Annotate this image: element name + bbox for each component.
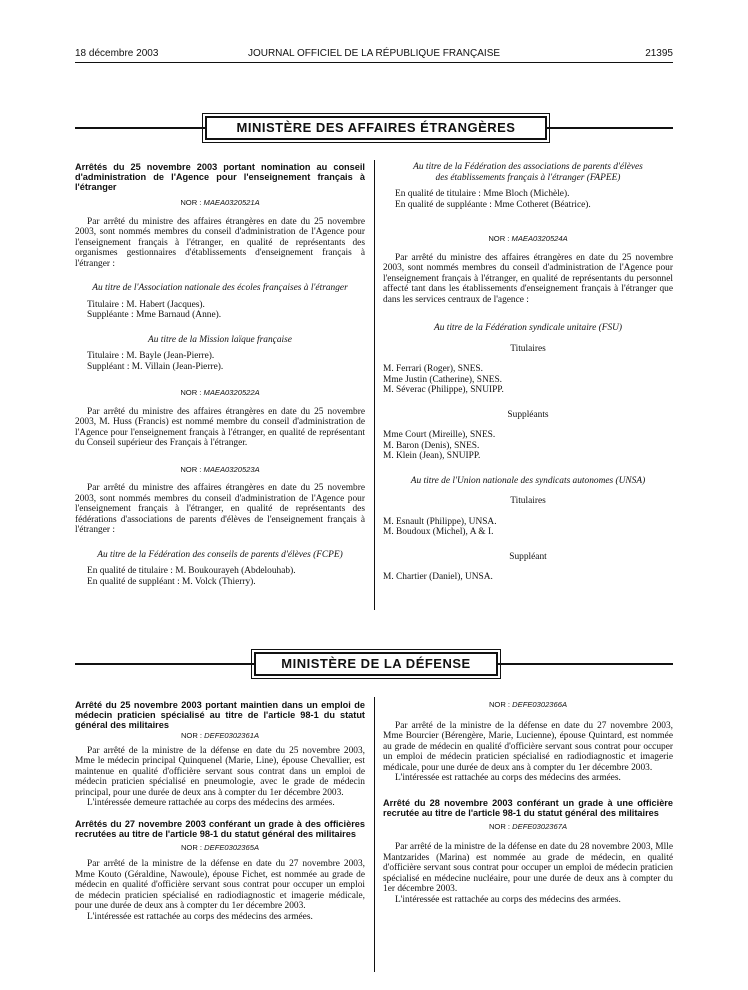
paragraph: Par arrêté du ministre des affaires étrangères en date du 25 novembre 2003, sont nommés membres du conseil d'administration de l'Agence pour l'enseignement français à l'étranger, en qualité de représentants du personnel affecté tant dans les établissements d'enseignement français à l'étranger que dans les services centraux de l'agence : [383, 252, 673, 305]
page-header [75, 48, 673, 62]
header-page-number: 21395 [645, 48, 673, 59]
subheading: Au titre de la Fédération syndicale unitaire (FSU) [433, 323, 623, 333]
nor-line: NOR : MAEA0320523A [180, 464, 260, 474]
nor-line: NOR : DEFE0302361A [180, 731, 260, 740]
nor-line: NOR : MAEA0320524A [488, 234, 568, 243]
list-item: Mme Court (Mireille), SNES. [383, 430, 496, 440]
subheading: Au titre de la Fédération des associations de parents d'élèves [413, 162, 643, 172]
paragraph: Par arrêté du ministre des affaires étrangères en date du 25 novembre 2003, M. Huss (Francis) est nommé membre du conseil d'administration de l'Agence pour l'enseignement français à l'étranger, en qualité de représentant du Conseil supérieur des Français à l'étranger. [75, 406, 365, 448]
nor-line: NOR : DEFE0302366A [488, 700, 568, 709]
paragraph: Par arrêté du ministre des affaires étrangères en date du 25 novembre 2003, sont nommés membres du conseil d'administration de l'Agence pour l'enseignement français à l'étranger, en qualité de représentants des organismes gestionnaires d'établissements d'enseignement français à l'étranger : [75, 216, 365, 269]
subheading: Au titre de la Mission laïque française [148, 334, 292, 345]
subheading: Au titre de l'Union nationale des syndicats autonomes (UNSA) [410, 475, 646, 486]
list-heading: Titulaires [510, 343, 546, 354]
paragraph: L'intéressée est rattachée au corps des médecins des armées. [395, 894, 621, 905]
paragraph: Par arrêté de la ministre de la défense en date du 27 novembre 2003, Mme Kouto (Géraldine, Nawoule), épouse Fichet, est nommée au grade de médecin en qualité d'officière servant sous contrat pour occuper un emploi de médecin praticien spécialisé en radiodiagnostic et imagerie médicale, pour une durée de deux ans à compter du 1er décembre 2003. [75, 859, 365, 911]
list-item: M. Esnault (Philippe), UNSA. [383, 516, 497, 527]
header-journal-title: JOURNAL OFFICIEL DE LA RÉPUBLIQUE FRANÇAISE [247, 48, 501, 59]
paragraph: Par arrêté du ministre des affaires étrangères en date du 25 novembre 2003, sont nommés membres du conseil d'administration de l'Agence pour l'enseignement français à l'étranger, en qualité de représentants des fédérations d'associations de parents d'élèves de l'enseignement français à l'étranger : [75, 483, 365, 535]
list-item: M. Baron (Denis), SNES. [383, 440, 480, 451]
subheading: des établissements français à l'étranger (FAPEE) [435, 172, 621, 183]
list-item: En qualité de titulaire : M. Boukourayeh (Abdelouhab). [87, 566, 296, 576]
list-item: Suppléant : M. Villain (Jean-Pierre). [87, 361, 224, 372]
section2-right-column [383, 700, 673, 905]
subheading: Au titre de l'Association nationale des écoles françaises à l'étranger [92, 283, 348, 293]
nor-line: NOR : MAEA0320522A [180, 388, 260, 397]
list-item: Suppléante : Mme Barnaud (Anne). [87, 310, 222, 320]
arrete-title: Arrêtés du 25 novembre 2003 portant nomination au conseil d'administration de l'Agence pour l'enseignement français à l'étranger [75, 162, 365, 192]
list-item: En qualité de suppléant : M. Volck (Thierry). [87, 576, 256, 587]
subheading: Au titre de la Fédération des conseils de parents d'élèves (FCPE) [97, 549, 343, 560]
header-date: 18 décembre 2003 [75, 48, 159, 59]
list-item: Mme Justin (Catherine), SNES. [383, 374, 503, 385]
paragraph: Par arrêté de la ministre de la défense en date du 27 novembre 2003, Mme Bourcier (Bérengère, Marie, Lucienne), épouse Quintard, est nommée au grade de médecin en qualité d'officière servant sous contrat pour occuper un emploi de médecin praticien spécialisé en radiodiagnostic et imagerie médicale, pour une durée de deux ans à compter du 1er décembre 2003. [383, 720, 673, 773]
paragraph: L'intéressée demeure rattachée au corps des médecins des armées. [87, 798, 335, 808]
paragraph: Par arrêté de la ministre de la défense en date du 28 novembre 2003, Mlle Mantzarides (Marina) est nommée au grade de médecin, en qualité d'officière servant sous contrat pour occuper un emploi de médecin praticien spécialisé en médecine nucléaire, pour une durée de deux ans à compter du 1er décembre 2003. [383, 842, 673, 894]
section1-title: MINISTÈRE DES AFFAIRES ÉTRANGÈRES [205, 116, 547, 140]
arrete-title: Arrêté du 25 novembre 2003 portant maintien dans un emploi de médecin praticien spécialisé au titre de l'article 98-1 du statut général des militaires [75, 700, 365, 730]
list-item: Titulaire : M. Habert (Jacques). [87, 299, 205, 310]
list-item: M. Klein (Jean), SNUIPP. [383, 451, 481, 461]
list-heading: Titulaires [510, 496, 546, 506]
section1-right-column [383, 162, 673, 583]
list-heading: Suppléants [507, 409, 549, 420]
arrete-title: Arrêtés du 27 novembre 2003 conférant un grade à des officières recrutées au titre de l'article 98-1 du statut général des militaires [75, 818, 365, 839]
list-item: M. Séverac (Philippe), SNUIPP. [383, 385, 504, 395]
list-item: M. Boudoux (Michel), A & I. [383, 527, 494, 537]
paragraph: Par arrêté de la ministre de la défense en date du 25 novembre 2003, Mme le médecin principal Quinquenel (Marie, Line), épouse Chevallier, est maintenue en qualité d'officière servant sous contrat dans un emploi de médecin praticien spécialisé en pneumologie, avec le grade de médecin principal, pour une durée de deux ans à compter du 1er décembre 2003. [75, 745, 365, 798]
section2-left-column [75, 700, 365, 922]
column-separator [374, 697, 375, 972]
section1-left-column [75, 162, 365, 587]
nor-line: NOR : MAEA0320521A [180, 198, 260, 207]
paragraph: L'intéressée est rattachée au corps des médecins des armées. [395, 773, 621, 783]
paragraph: L'intéressée est rattachée au corps des médecins des armées. [87, 911, 313, 922]
nor-line: NOR : DEFE0302365A [180, 842, 260, 852]
list-heading: Suppléant [509, 551, 547, 562]
list-item: En qualité de suppléante : Mme Cotheret (Béatrice). [395, 199, 591, 210]
list-item: En qualité de titulaire : Mme Bloch (Michèle). [395, 189, 570, 199]
list-item: M. Ferrari (Roger), SNES. [383, 364, 483, 374]
header-rule [75, 62, 673, 63]
list-item: Titulaire : M. Bayle (Jean-Pierre). [87, 351, 215, 361]
arrete-title: Arrêté du 28 novembre 2003 conférant un grade à une officière recrutée au titre de l'article 98-1 du statut général des militaires [383, 797, 673, 818]
column-separator [374, 160, 375, 610]
nor-line: NOR : DEFE0302367A [488, 821, 568, 831]
section2-title: MINISTÈRE DE LA DÉFENSE [254, 652, 498, 676]
list-item: M. Chartier (Daniel), UNSA. [383, 572, 493, 582]
